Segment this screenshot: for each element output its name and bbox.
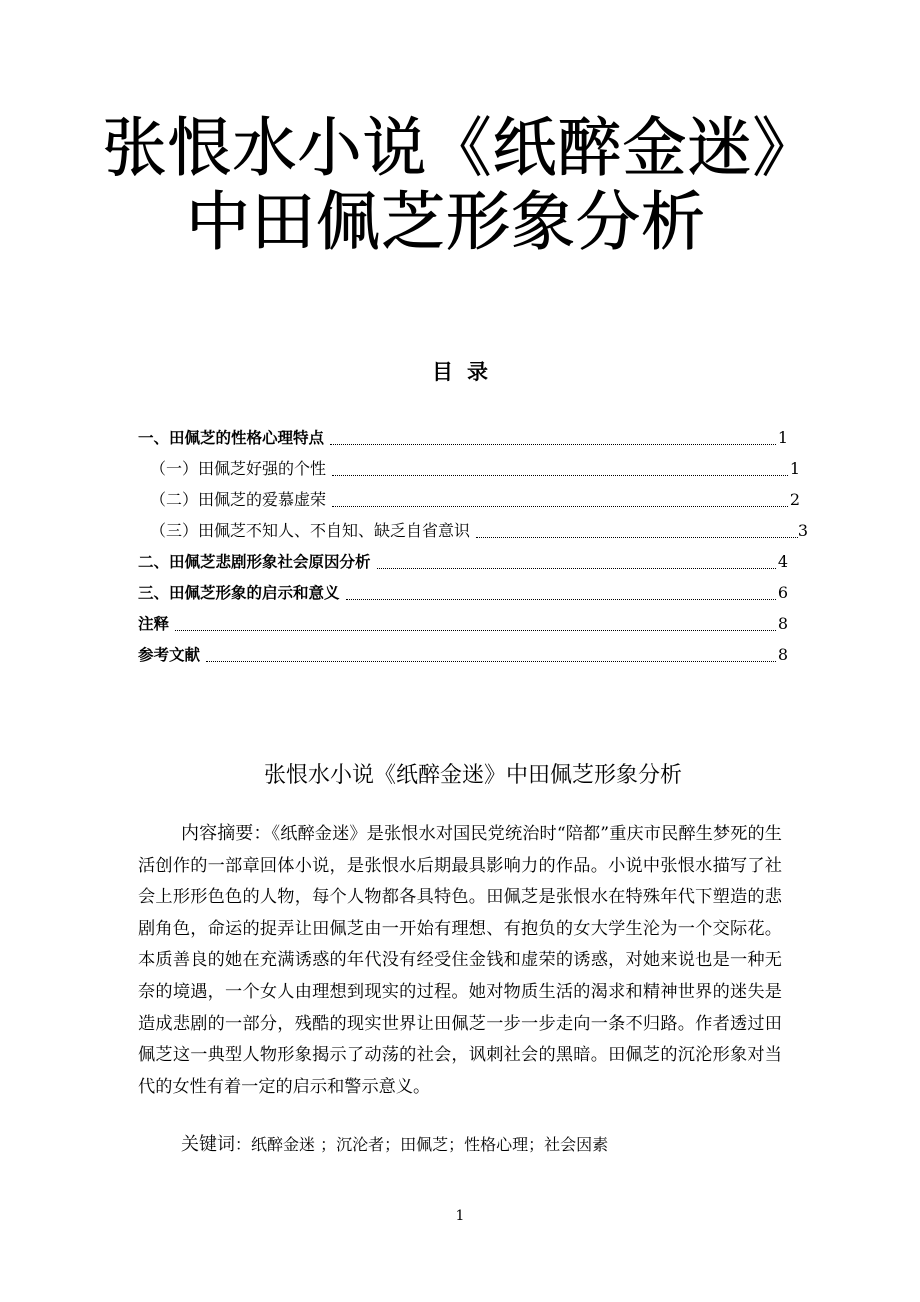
toc-leader-dots [377,567,776,569]
toc-leader-dots [206,660,776,662]
toc-leader-dots [330,443,776,445]
page-number: 1 [455,1208,465,1224]
section-title: 张恨水小说《纸醉金迷》中田佩芝形象分析 [263,763,682,788]
toc-entry[interactable] [138,418,788,449]
keywords-label: 关键词 [181,1134,235,1155]
toc-page-number: 8 [777,614,788,633]
keywords-line [181,1130,781,1160]
toc-entry-text: 注释 [138,615,170,633]
toc-entry-text: 参考文献 [138,646,201,664]
toc-entry-text: （三）田佩芝不知人、不自知、缺乏自省意识 [150,521,471,540]
abstract-label: 内容摘要： [181,823,272,844]
toc-page-number: 3 [797,521,808,540]
toc-entry[interactable] [138,573,788,604]
toc-entry[interactable] [138,480,800,511]
table-of-contents [138,418,808,666]
toc-page-number: 1 [789,459,800,478]
toc-page-number: 1 [777,428,788,447]
toc-leader-dots [332,474,788,476]
toc-heading: 目录 [432,360,502,384]
toc-entry-text: （二）田佩芝的爱慕虚荣 [150,490,327,509]
toc-page-number: 2 [789,490,800,509]
toc-entry-text: 一、田佩芝的性格心理特点 [138,429,325,447]
toc-leader-dots [175,629,776,631]
toc-page-number: 6 [777,583,788,602]
title-line-2: 中田佩芝形象分析 [186,186,706,260]
toc-page-number: 8 [777,645,788,664]
abstract-text: 《纸醉金迷》是张恨水对国民党统治时“陪都”重庆市民醉生梦死的生活创作的一部章回体小说，是张恨水后期最具影响力的作品。小说中张恨水描写了社会上形形色色的人物，每个人物都各具特色。田佩芝是张恨水在特殊年代下塑造的悲剧角色，命运的捉弄让田佩芝由一开始有理想、有抱负的女大学生沦为一个交际花。本质善良的她在充满诱惑的年代没有经受住金钱和虚荣的诱惑，对她来说也是一种无奈的境遇，一个女人由理想到现实的过程。她对物质生活的渴求和精神世界的迷失是造成悲剧的一部分，残酷的现实世界让田佩芝一步一步走向一条不归路。作者透过田佩芝这一典型人物形象揭示了动荡的社会，讽刺社会的黑暗。田佩芝的沉沦形象对当代的女性有着一定的启示和警示意义。 [138,824,782,1097]
toc-entry[interactable] [138,542,788,573]
toc-entry-text: 二、田佩芝悲剧形象社会原因分析 [138,553,371,571]
toc-entry-text: 三、田佩芝形象的启示和意义 [138,584,340,602]
toc-entry[interactable] [138,635,788,666]
toc-entry[interactable] [138,604,788,635]
abstract-paragraph [138,818,782,1103]
keywords-text: ：纸醉金迷 ；沉沦者；田佩芝；性格心理；社会因素 [235,1135,609,1154]
toc-leader-dots [332,505,788,507]
document-title [0,112,920,260]
toc-entry-text: （一）田佩芝好强的个性 [150,459,327,478]
title-line-1: 张恨水小说《纸醉金迷》 [102,112,818,186]
toc-page-number: 4 [777,552,788,571]
toc-entry[interactable] [138,511,808,542]
toc-leader-dots [476,536,798,538]
toc-entry[interactable] [138,449,800,480]
toc-leader-dots [346,598,776,600]
